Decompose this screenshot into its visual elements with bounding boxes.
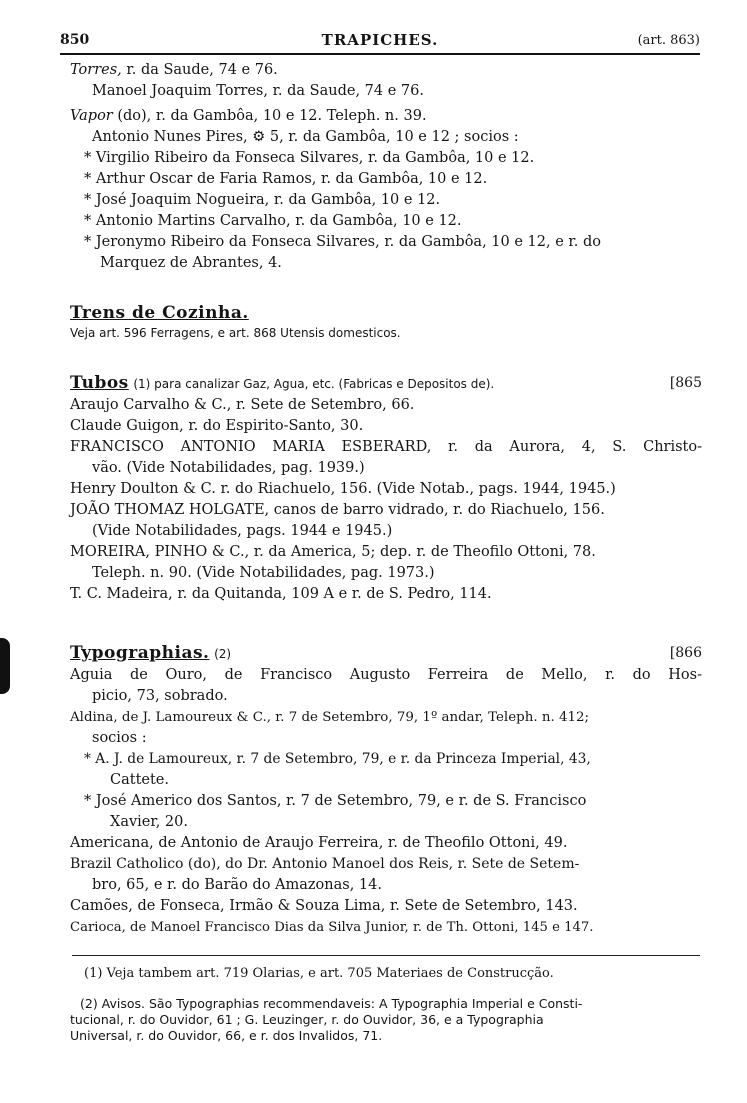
entry-line: * Jeronymo Ribeiro da Fonseca Silvares, r. da Gambôa, 10 e 12, e r. do xyxy=(84,234,601,250)
entry-line: Cattete. xyxy=(110,772,169,788)
section-number: [866 xyxy=(669,645,702,661)
footnotes xyxy=(70,966,702,1044)
section-heading: Typographias. xyxy=(70,643,210,663)
footnote-rule xyxy=(72,955,700,956)
section-number: [865 xyxy=(669,375,702,391)
entry-line: * A. J. de Lamoureux, r. 7 de Setembro, 79, e r. da Princeza Imperial, 43, xyxy=(84,751,591,767)
entry-line: T. C. Madeira, r. da Quitanda, 109 A e r. de S. Pedro, 114. xyxy=(70,586,492,602)
entry-line: (Vide Notabilidades, pags. 1944 e 1945.) xyxy=(92,523,393,539)
entry-line: * José Joaquim Nogueira, r. da Gambôa, 10 e 12. xyxy=(84,192,441,208)
section-note: (2) xyxy=(214,647,232,661)
article-ref: (art. 863) xyxy=(637,33,700,48)
header-rule xyxy=(60,53,700,55)
entry-line: Antonio Nunes Pires, ⚙ 5, r. da Gambôa, 10 e 12 ; socios : xyxy=(92,129,519,145)
entry-line: Henry Doulton & C. r. do Riachuelo, 156. (Vide Notab., pags. 1944, 1945.) xyxy=(70,481,616,497)
section-trens xyxy=(70,303,702,341)
footnote-2-line: Universal, r. do Ouvidor, 66, e r. dos Invalidos, 71. xyxy=(70,1028,383,1043)
entry-line: picio, 73, sobrado. xyxy=(92,688,228,704)
entry-line: Torres, r. da Saude, 74 e 76. xyxy=(70,62,278,78)
section-note: (1) para canalizar Gaz, Agua, etc. (Fabricas e Depositos de). xyxy=(133,377,495,391)
entry-line: bro, 65, e r. do Barão do Amazonas, 14. xyxy=(92,877,382,893)
entry-line: Vapor (do), r. da Gambôa, 10 e 12. Teleph. n. 39. xyxy=(70,108,427,124)
entry-line: Carioca, de Manoel Francisco Dias da Silva Junior, r. de Th. Ottoni, 145 e 147. xyxy=(70,920,594,935)
entry-line: * Virgilio Ribeiro da Fonseca Silvares, r. da Gambôa, 10 e 12. xyxy=(84,150,535,166)
entry-line: Teleph. n. 90. (Vide Notabilidades, pag. 1973.) xyxy=(92,565,435,581)
entry-line: Araujo Carvalho & C., r. Sete de Setembro, 66. xyxy=(70,397,415,413)
entry-line: JOÃO THOMAZ HOLGATE, canos de barro vidrado, r. do Riachuelo, 156. xyxy=(70,502,605,518)
footnote-2-line: (2) Avisos. São Typographias recommendaveis: A Typographia Imperial e Consti- xyxy=(80,996,583,1011)
section-heading: Trens de Cozinha. xyxy=(70,303,249,323)
footnote-2-line: tucional, r. do Ouvidor, 61 ; G. Leuzinger, r. do Ouvidor, 36, e a Typographia xyxy=(70,1012,544,1027)
margin-mark xyxy=(0,638,10,694)
entry-line: MOREIRA, PINHO & C., r. da America, 5; dep. r. de Theofilo Ottoni, 78. xyxy=(70,544,596,560)
entry-line: Brazil Catholico (do), do Dr. Antonio Manoel dos Reis, r. Sete de Setem- xyxy=(70,856,580,872)
entry-line: vão. (Vide Notabilidades, pag. 1939.) xyxy=(92,460,365,476)
entry-line: socios : xyxy=(92,730,147,746)
entry-line: Manoel Joaquim Torres, r. da Saude, 74 e 76. xyxy=(92,83,424,99)
section-note: Veja art. 596 Ferragens, e art. 868 Utensis domesticos. xyxy=(70,326,401,340)
entry-line: Aguia de Ouro, de Francisco Augusto Ferreira de Mello, r. do Hos- xyxy=(70,667,702,683)
entry-line: Marquez de Abrantes, 4. xyxy=(100,255,282,271)
section-typographias xyxy=(70,643,702,938)
entry-line: Claude Guigon, r. do Espirito-Santo, 30. xyxy=(70,418,364,434)
top-entries xyxy=(70,60,702,274)
footnote-1: (1) Veja tambem art. 719 Olarias, e art. 705 Materiaes de Construcção. xyxy=(84,966,554,981)
page-header xyxy=(60,30,700,52)
section-heading: Tubos xyxy=(70,373,129,393)
section-tubos xyxy=(70,373,702,605)
entry-line: Aldina, de J. Lamoureux & C., r. 7 de Setembro, 79, 1º andar, Teleph. n. 412; xyxy=(70,710,590,725)
entry-line: * Arthur Oscar de Faria Ramos, r. da Gambôa, 10 e 12. xyxy=(84,171,488,187)
page-title: TRAPICHES. xyxy=(321,31,439,49)
entry-line: * Antonio Martins Carvalho, r. da Gambôa, 10 e 12. xyxy=(84,213,462,229)
entry-line: Xavier, 20. xyxy=(110,814,188,830)
entry-line: * José Americo dos Santos, r. 7 de Setembro, 79, e r. de S. Francisco xyxy=(84,793,587,809)
page-number: 850 xyxy=(60,32,90,48)
entry-line: FRANCISCO ANTONIO MARIA ESBERARD, r. da Aurora, 4, S. Christo- xyxy=(70,439,702,455)
entry-line: Americana, de Antonio de Araujo Ferreira, r. de Theofilo Ottoni, 49. xyxy=(70,835,568,851)
entry-line: Camões, de Fonseca, Irmão & Souza Lima, r. Sete de Setembro, 143. xyxy=(70,898,578,914)
